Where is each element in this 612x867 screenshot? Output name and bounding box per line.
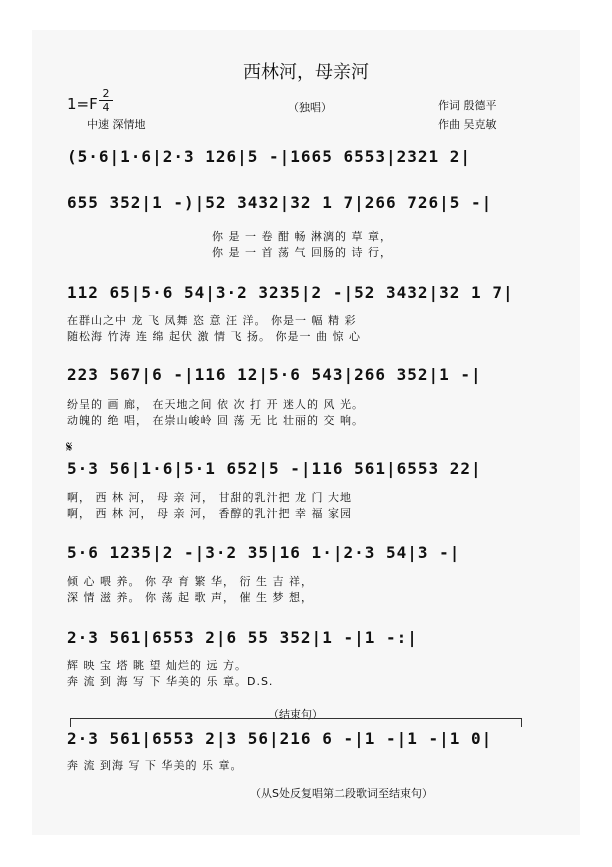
notation-line-3: 112 65|5·6 54|3·2 3235|2 -|52 3432|32 1 7| (67, 283, 514, 302)
lyric-line-7-verse-1: 辉 映 宝 塔 眺 望 灿烂的 远 方。 (67, 659, 247, 672)
ending-bracket (70, 718, 522, 727)
lyric-line-2-verse-1: 你 是 一 卷 酣 畅 淋漓的 草 章， (212, 230, 392, 243)
notation-line-4: 223 567|6 -|116 12|5·6 543|266 352|1 -| (67, 365, 482, 384)
notation-line-5: 5·3 56|1·6|5·1 652|5 -|116 561|6553 22| (67, 459, 482, 478)
lyric-line-6-verse-2: 深 情 滋 养。 你 荡 起 歌 声， 催 生 梦 想， (67, 591, 313, 604)
repeat-instruction: （从S处反复唱第二段歌词至结束句） (250, 787, 433, 800)
segno-sign: 𝄋 (66, 438, 73, 456)
notation-line-6: 5·6 1235|2 -|3·2 35|16 1·|2·3 54|3 -| (67, 543, 461, 562)
lyric-line-5-verse-1: 啊， 西 林 河， 母 亲 河， 甘甜的乳汁把 龙 门 大地 (67, 491, 352, 504)
time-signature (99, 88, 113, 113)
lyric-line-2-verse-2: 你 是 一 首 荡 气 回肠的 诗 行， (212, 246, 392, 259)
notation-line-7: 2·3 561|6553 2|6 55 352|1 -|1 -:| (67, 628, 418, 647)
song-title: 西林河，母亲河 (243, 62, 369, 83)
notation-line-2: 655 352|1 -)|52 3432|32 1 7|266 726|5 -| (67, 193, 493, 212)
key-signature: 1=F (67, 95, 98, 113)
lyric-line-5-verse-2: 啊， 西 林 河， 母 亲 河， 香醇的乳汁把 幸 福 家园 (67, 507, 352, 520)
tempo-marking: 中速 深情地 (87, 118, 146, 131)
notation-line-1: (5·6|1·6|2·3 126|5 -|1665 6553|2321 2| (67, 147, 472, 166)
lyric-line-6-verse-1: 倾 心 喂 养。 你 孕 育 繁 华， 衍 生 吉 祥， (67, 575, 313, 588)
lyric-line-4-verse-2: 动魄的 绝 唱， 在崇山峻岭 回 荡 无 比 壮丽的 交 响。 (67, 414, 364, 427)
lyricist-credit: 作词 殷德平 (438, 99, 497, 112)
notation-line-8: 2·3 561|6553 2|3 56|216 6 -|1 -|1 -|1 0| (67, 729, 493, 748)
lyric-line-3-verse-2: 随松海 竹涛 连 绵 起伏 激 情 飞 扬。 你是一 曲 惊 心 (67, 330, 361, 343)
time-signature-top: 2 (102, 87, 110, 100)
composer-credit: 作曲 吴克敏 (438, 118, 497, 131)
lyric-line-7-verse-2: 奔 流 到 海 写 下 华美的 乐 章。D.S. (67, 675, 274, 688)
lyric-line-8: 奔 流 到海 写 下 华美的 乐 章。 (67, 759, 243, 772)
performance-type: （独唱） (288, 101, 332, 114)
time-signature-bottom: 4 (102, 101, 110, 114)
ending-phrase-label: （结束句） (268, 708, 323, 721)
lyric-line-4-verse-1: 纷呈的 画 廊， 在天地之间 依 次 打 开 迷人的 风 光。 (67, 398, 364, 411)
lyric-line-3-verse-1: 在群山之中 龙 飞 凤舞 恣 意 汪 洋。 你是一 幅 精 彩 (67, 314, 357, 327)
